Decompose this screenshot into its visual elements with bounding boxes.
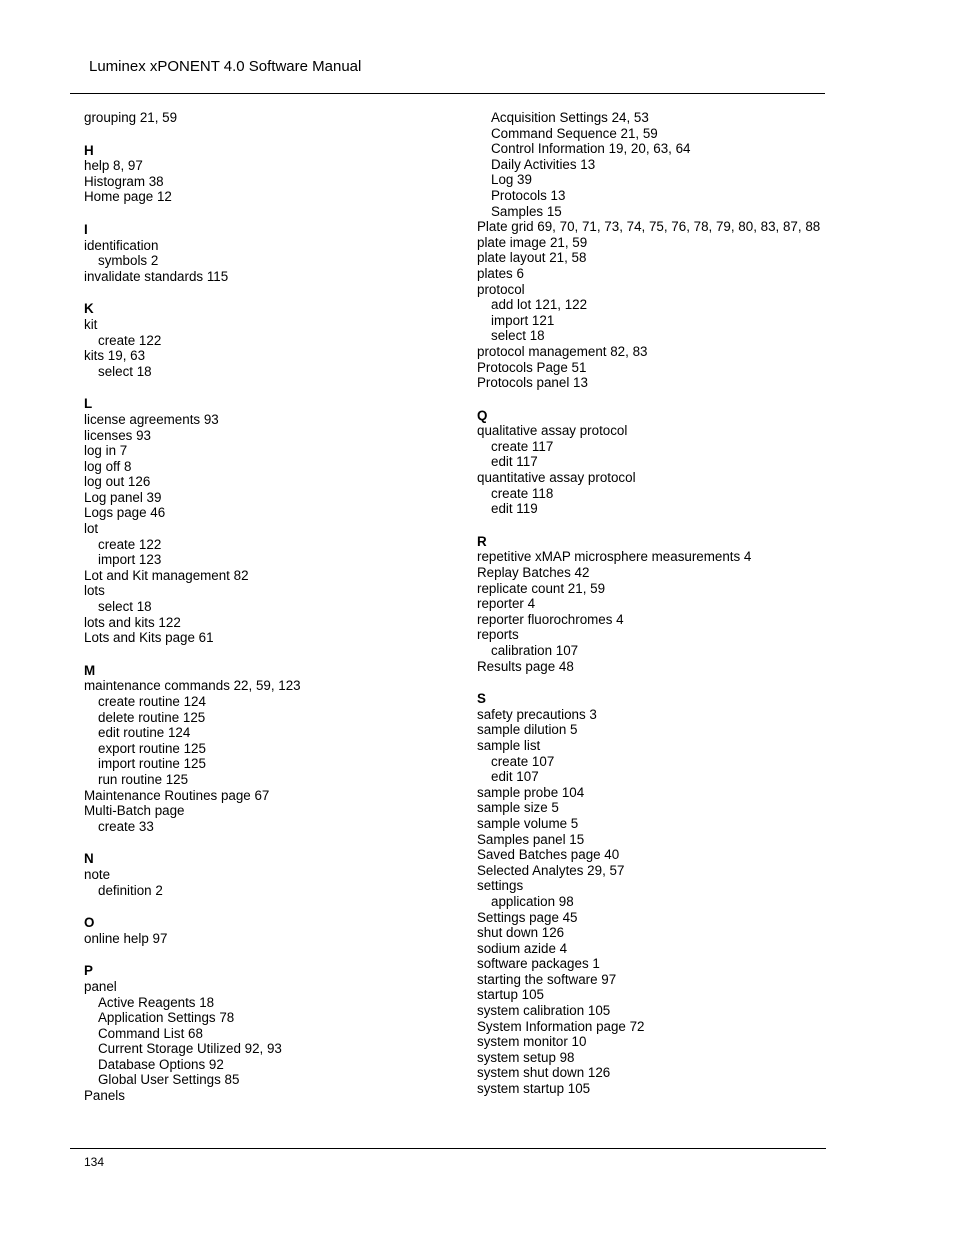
index-entry: license agreements 93 xyxy=(84,411,219,427)
index-subentry: edit 117 xyxy=(491,454,538,470)
index-subentry: edit 119 xyxy=(491,501,538,517)
index-subentry: Log 39 xyxy=(491,172,532,188)
index-subentry: definition 2 xyxy=(98,882,163,898)
index-subentry: create 117 xyxy=(491,438,554,454)
index-entry: log off 8 xyxy=(84,458,132,474)
index-entry: reporter fluorochromes 4 xyxy=(477,611,624,627)
running-header: Luminex xPONENT 4.0 Software Manual xyxy=(89,58,362,75)
index-letter-heading: H xyxy=(84,142,94,158)
index-entry: Logs page 46 xyxy=(84,505,166,521)
index-entry: system setup 98 xyxy=(477,1049,575,1065)
index-entry: kit xyxy=(84,316,98,332)
index-entry: Selected Analytes 29, 57 xyxy=(477,862,625,878)
index-subentry: create 122 xyxy=(98,536,162,552)
index-letter-heading: N xyxy=(84,851,94,867)
index-subentry: edit 107 xyxy=(491,769,539,785)
index-subentry: symbols 2 xyxy=(98,253,159,269)
index-entry: help 8, 97 xyxy=(84,158,143,174)
index-entry: replicate count 21, 59 xyxy=(477,580,606,596)
index-subentry: Samples 15 xyxy=(491,203,562,219)
index-entry: identification xyxy=(84,237,159,253)
index-subentry: Acquisition Settings 24, 53 xyxy=(491,110,649,125)
index-entry: Samples panel 15 xyxy=(477,831,585,847)
index-entry: repetitive xMAP microsphere measurements 4 xyxy=(477,549,752,565)
index-letter-heading: S xyxy=(477,691,486,707)
index-letter-heading: R xyxy=(477,533,487,549)
index-entry: system calibration 105 xyxy=(477,1003,611,1019)
index-entry: system startup 105 xyxy=(477,1081,591,1097)
index-entry: quantitative assay protocol xyxy=(477,470,636,486)
index-subentry: Database Options 92 xyxy=(98,1056,224,1072)
index-entry: lots xyxy=(84,583,105,599)
index-entry: maintenance commands 22, 59, 123 xyxy=(84,678,301,694)
index-entry: sample probe 104 xyxy=(477,784,585,800)
index-entry: panel xyxy=(84,978,117,994)
index-entry: log in 7 xyxy=(84,443,128,459)
index-subentry: Protocols 13 xyxy=(491,187,566,203)
index-entry: log out 126 xyxy=(84,474,151,490)
index-entry: sodium azide 4 xyxy=(477,940,568,956)
index-entry: Lot and Kit management 82 xyxy=(84,567,249,583)
index-entry: licenses 93 xyxy=(84,427,151,443)
index-subentry: create 118 xyxy=(491,485,554,501)
index-subentry: Current Storage Utilized 92, 93 xyxy=(98,1041,282,1057)
index-entry: Home page 12 xyxy=(84,189,172,205)
index-subentry: run routine 125 xyxy=(98,771,189,787)
index-subentry: Control Information 19, 20, 63, 64 xyxy=(491,141,691,157)
index-entry: Lots and Kits page 61 xyxy=(84,630,214,646)
index-letter-heading: I xyxy=(84,221,88,237)
index-entry: startup 105 xyxy=(477,987,544,1003)
index-subentry: create 33 xyxy=(98,818,154,834)
index-entry: Protocols panel 13 xyxy=(477,375,588,391)
index-column-left xyxy=(84,110,454,1104)
index-letter-heading: L xyxy=(84,396,93,412)
index-subentry: application 98 xyxy=(491,893,574,909)
index-subentry: Daily Activities 13 xyxy=(491,156,596,172)
index-subentry: create routine 124 xyxy=(98,694,206,709)
index-subentry: select 18 xyxy=(98,599,152,615)
index-entry: system shut down 126 xyxy=(477,1065,611,1081)
index-subentry: create 107 xyxy=(491,753,555,769)
index-letter-heading: M xyxy=(84,662,96,678)
header-rule xyxy=(70,93,825,94)
index-subentry: select 18 xyxy=(98,363,152,379)
index-entry: Histogram 38 xyxy=(84,173,164,189)
index-entry: sample dilution 5 xyxy=(477,722,578,738)
index-subentry: import 121 xyxy=(491,312,555,328)
index-entry: shut down 126 xyxy=(477,925,565,941)
index-entry: software packages 1 xyxy=(477,956,600,972)
index-letter-heading: O xyxy=(84,915,95,931)
index-subentry: Active Reagents 18 xyxy=(98,994,215,1010)
index-entry: online help 97 xyxy=(84,930,168,946)
index-subentry: create 122 xyxy=(98,332,162,348)
index-entry: sample list xyxy=(477,737,541,753)
index-entry: plates 6 xyxy=(477,265,524,281)
index-entry: Settings page 45 xyxy=(477,909,578,925)
index-entry: sample size 5 xyxy=(477,800,559,816)
index-subentry: select 18 xyxy=(491,328,545,344)
index-entry: settings xyxy=(477,878,524,894)
index-entry: Log panel 39 xyxy=(84,489,162,505)
index-entry: Results page 48 xyxy=(477,658,574,674)
index-subentry: Global User Settings 85 xyxy=(98,1072,240,1088)
index-letter-heading: P xyxy=(84,963,93,979)
index-entry: note xyxy=(84,866,111,882)
page-number: 134 xyxy=(84,1155,105,1169)
index-entry: Replay Batches 42 xyxy=(477,565,590,581)
index-entry: safety precautions 3 xyxy=(477,706,597,722)
index-subentry: import routine 125 xyxy=(98,756,206,772)
index-entry: protocol xyxy=(477,281,525,297)
index-entry: Plate grid 69, 70, 71, 73, 74, 75, 76, 78, 79, 80, 83, 87, 88 xyxy=(477,219,821,235)
index-entry: starting the software 97 xyxy=(477,971,617,987)
index-entry: Maintenance Routines page 67 xyxy=(84,787,270,803)
index-entry: system monitor 10 xyxy=(477,1034,587,1050)
index-subentry: Command List 68 xyxy=(98,1025,203,1041)
index-subentry: add lot 121, 122 xyxy=(491,297,588,313)
index-subentry: import 123 xyxy=(98,552,162,568)
index-entry: lot xyxy=(84,521,99,537)
index-entry: plate image 21, 59 xyxy=(477,234,588,250)
index-entry: grouping 21, 59 xyxy=(84,110,178,125)
index-subentry: delete routine 125 xyxy=(98,709,206,725)
index-letter-heading: K xyxy=(84,301,94,317)
index-entry: qualitative assay protocol xyxy=(477,423,628,439)
index-entry: protocol management 82, 83 xyxy=(477,343,648,359)
index-subentry: export routine 125 xyxy=(98,740,206,756)
footer-rule xyxy=(70,1148,826,1149)
index-entry: kits 19, 63 xyxy=(84,348,146,364)
index-entry: Multi-Batch page xyxy=(84,803,185,819)
index-entry: Saved Batches page 40 xyxy=(477,847,620,863)
index-entry: plate layout 21, 58 xyxy=(477,250,587,266)
index-column-right xyxy=(477,110,822,1097)
index-entry: Protocols Page 51 xyxy=(477,359,587,375)
index-subentry: calibration 107 xyxy=(491,643,579,658)
index-entry: reports xyxy=(477,627,519,643)
index-entry: System Information page 72 xyxy=(477,1018,645,1034)
index-entry: invalidate standards 115 xyxy=(84,268,229,284)
index-entry: sample volume 5 xyxy=(477,815,579,831)
index-entry: lots and kits 122 xyxy=(84,614,181,630)
index-letter-heading: Q xyxy=(477,407,488,423)
index-entry: Panels xyxy=(84,1088,125,1104)
index-subentry: edit routine 124 xyxy=(98,725,191,741)
index-subentry: Command Sequence 21, 59 xyxy=(491,125,658,141)
index-subentry: Application Settings 78 xyxy=(98,1010,235,1026)
index-entry: reporter 4 xyxy=(477,596,536,612)
